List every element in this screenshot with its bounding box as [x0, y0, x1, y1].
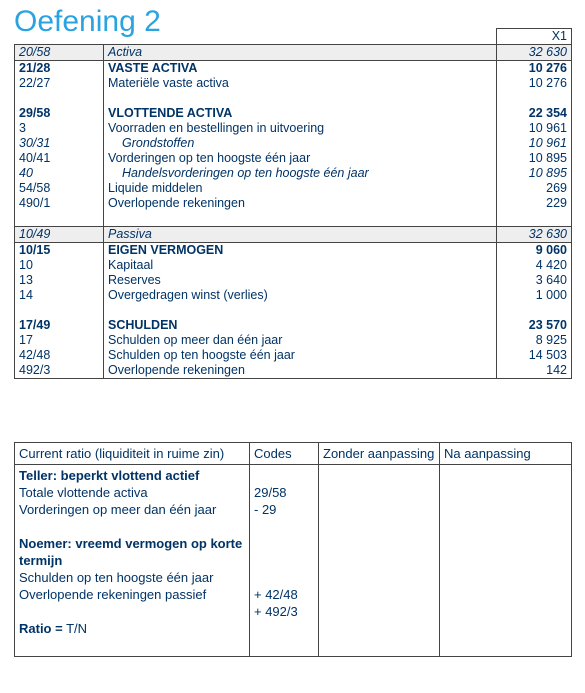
- row-value: 32 630: [497, 227, 572, 243]
- balance-row: [15, 258, 572, 273]
- ratio-line: [19, 620, 245, 637]
- teller-title: Teller: beperkt vlottend actief: [19, 468, 200, 483]
- row-code: 54/58: [15, 181, 104, 196]
- ratio-header-na: Na aanpassing: [440, 443, 572, 465]
- row-value: [497, 303, 572, 318]
- current-ratio-table: [14, 442, 572, 657]
- row-code: 40: [15, 166, 104, 181]
- spacer-row: [15, 91, 572, 106]
- ratio-formula: T/N: [66, 621, 88, 636]
- page-title: Oefening 2: [14, 5, 161, 38]
- row-code: 492/3: [15, 363, 104, 379]
- row-code: 490/1: [15, 196, 104, 211]
- balance-sheet-table: [14, 28, 572, 379]
- noemer-item: Overlopende rekeningen passief: [19, 587, 207, 602]
- row-code: 10: [15, 258, 104, 273]
- row-label: Reserves: [104, 273, 497, 288]
- row-label: VLOTTENDE ACTIVA: [104, 106, 497, 121]
- row-code: [15, 303, 104, 318]
- balance-row: [15, 363, 572, 379]
- balance-row: [15, 106, 572, 121]
- row-value: 9 060: [497, 243, 572, 259]
- ratio-header-row: [15, 443, 572, 465]
- row-value: 229: [497, 196, 572, 211]
- row-label: Overgedragen winst (verlies): [104, 288, 497, 303]
- balance-row: [15, 227, 572, 243]
- row-code: 13: [15, 273, 104, 288]
- ratio-body-row: [15, 465, 572, 657]
- ratio-label: Ratio =: [19, 621, 63, 636]
- teller-code: - 29: [254, 502, 277, 517]
- row-code: [15, 91, 104, 106]
- row-label: [104, 91, 497, 106]
- balance-row: [15, 136, 572, 151]
- row-label-text: Grondstoffen: [122, 136, 195, 150]
- row-value: [497, 91, 572, 106]
- balance-row: [15, 348, 572, 363]
- row-code: 14: [15, 288, 104, 303]
- row-label: EIGEN VERMOGEN: [104, 243, 497, 259]
- row-label: Liquide middelen: [104, 181, 497, 196]
- ratio-header-zonder: Zonder aanpassing: [319, 443, 440, 465]
- balance-row: [15, 243, 572, 259]
- row-value: 10 895: [497, 151, 572, 166]
- balance-row: [15, 76, 572, 91]
- row-code: 30/31: [15, 136, 104, 151]
- ratio-header-codes: Codes: [250, 443, 319, 465]
- noemer-item: Schulden op ten hoogste één jaar: [19, 570, 214, 585]
- row-label: Schulden op meer dan één jaar: [104, 333, 497, 348]
- balance-row: [15, 121, 572, 136]
- teller-item: Vorderingen op meer dan één jaar: [19, 502, 217, 517]
- balance-row: [15, 273, 572, 288]
- balance-row: [15, 166, 572, 181]
- row-label: Kapitaal: [104, 258, 497, 273]
- row-label: Activa: [104, 45, 497, 61]
- row-code: 20/58: [15, 45, 104, 61]
- noemer-title: Noemer: vreemd vermogen op korte termijn: [19, 536, 243, 568]
- teller-item: Totale vlottende activa: [19, 485, 148, 500]
- ratio-labels-cell: [15, 465, 250, 657]
- row-value: 10 961: [497, 121, 572, 136]
- ratio-na-cell: [440, 465, 572, 657]
- balance-row: [15, 151, 572, 166]
- row-label: [104, 303, 497, 318]
- balance-row: [15, 61, 572, 77]
- row-label: Overlopende rekeningen: [104, 196, 497, 211]
- row-value: 269: [497, 181, 572, 196]
- row-label: Overlopende rekeningen: [104, 363, 497, 379]
- row-value: 8 925: [497, 333, 572, 348]
- row-value: 4 420: [497, 258, 572, 273]
- row-value: 14 503: [497, 348, 572, 363]
- row-value: 10 961: [497, 136, 572, 151]
- ratio-codes-cell: [250, 465, 319, 657]
- row-label: [104, 136, 497, 151]
- ratio-header-title: Current ratio (liquiditeit in ruime zin): [15, 443, 250, 465]
- balance-row: [15, 333, 572, 348]
- row-value: 10 276: [497, 76, 572, 91]
- teller-code: 29/58: [254, 485, 287, 500]
- noemer-code: + 42/48: [254, 587, 298, 602]
- row-code: 10/49: [15, 227, 104, 243]
- row-label: Voorraden en bestellingen in uitvoering: [104, 121, 497, 136]
- row-value: 23 570: [497, 318, 572, 333]
- balance-header-row: [15, 29, 572, 45]
- spacer-row: [15, 303, 572, 318]
- row-label: Materiële vaste activa: [104, 76, 497, 91]
- balance-row: [15, 181, 572, 196]
- row-code: 3: [15, 121, 104, 136]
- column-header-x1: X1: [497, 29, 572, 45]
- row-label: Vorderingen op ten hoogste één jaar: [104, 151, 497, 166]
- row-label: Schulden op ten hoogste één jaar: [104, 348, 497, 363]
- row-value: [497, 211, 572, 227]
- balance-row: [15, 318, 572, 333]
- row-code: 21/28: [15, 61, 104, 77]
- balance-row: [15, 196, 572, 211]
- row-value: 10 276: [497, 61, 572, 77]
- ratio-zonder-cell: [319, 465, 440, 657]
- row-code: 17: [15, 333, 104, 348]
- row-value: 142: [497, 363, 572, 379]
- row-code: 29/58: [15, 106, 104, 121]
- row-label: [104, 211, 497, 227]
- row-code: 17/49: [15, 318, 104, 333]
- row-label: [104, 166, 497, 181]
- row-code: 22/27: [15, 76, 104, 91]
- row-code: 42/48: [15, 348, 104, 363]
- row-code: 40/41: [15, 151, 104, 166]
- row-value: 1 000: [497, 288, 572, 303]
- row-label: VASTE ACTIVA: [104, 61, 497, 77]
- row-code: [15, 211, 104, 227]
- row-label-text: Handelsvorderingen op ten hoogste één jaar: [122, 166, 369, 180]
- row-value: 10 895: [497, 166, 572, 181]
- balance-row: [15, 45, 572, 61]
- spacer-row: [15, 211, 572, 227]
- row-value: 32 630: [497, 45, 572, 61]
- balance-row: [15, 288, 572, 303]
- row-label: Passiva: [104, 227, 497, 243]
- row-code: 10/15: [15, 243, 104, 259]
- row-value: 3 640: [497, 273, 572, 288]
- noemer-code: + 492/3: [254, 604, 298, 619]
- row-value: 22 354: [497, 106, 572, 121]
- row-label: SCHULDEN: [104, 318, 497, 333]
